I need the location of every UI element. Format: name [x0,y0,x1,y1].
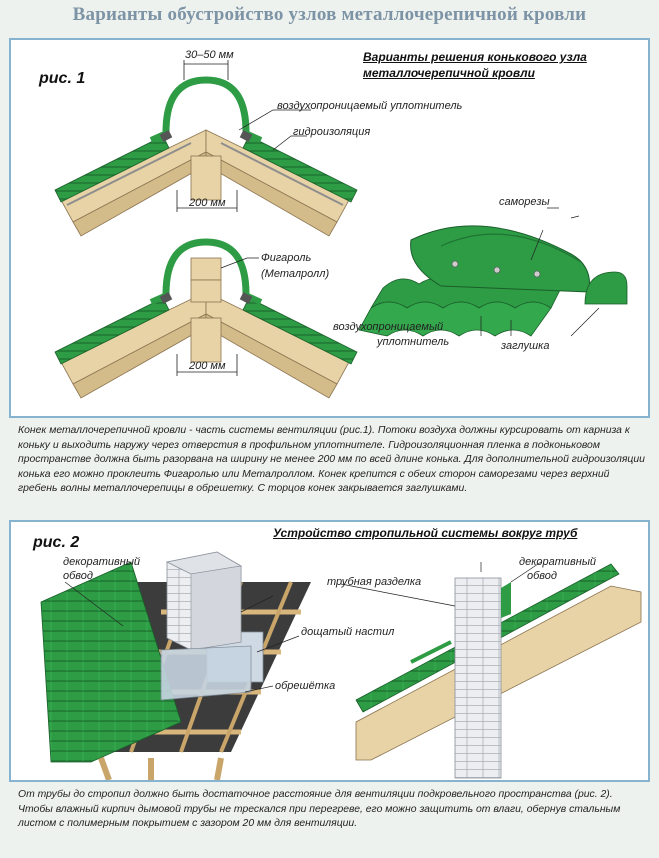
ridge-section-bottom [55,242,357,398]
chimney-roof-3d [41,552,311,780]
deco-right-line1: декоративный [519,556,597,568]
pipe-cut-label: трубная разделка [327,576,422,588]
ridge-3d-illustration [359,208,627,336]
ridge-diagram-panel [9,38,650,418]
ridge-section-title-line1: Варианты решения конькового узла [363,50,587,64]
lathing-label: обрешётка [275,680,336,692]
chimney-diagram-panel [9,520,650,782]
page-title: Варианты обустройство узлов металлочерепичной кровли [72,4,587,25]
metalroll-label: (Металролл) [261,268,330,280]
deco-left-line2: обвод [63,570,94,582]
deco-right-line2: обвод [527,570,558,582]
waterproofing-label: гидроизоляция [293,126,371,138]
chimney-section-right [341,562,641,778]
boards-label: дощатый настил [301,626,395,638]
screws-label: саморезы [499,196,550,208]
chimney-caption: От трубы до стропил должно быть достаточное расстояние для вентиляции подкровельного пространства (рис. 2). Чтобы влажный кирпич дымовой трубы не трескался при перегреве, его можно защитить от влаги, обернув стальным листом с полимерным покрытием с зазором 20 мм для вентиляции. [18,789,621,830]
ridge-diagram-illustration [11,40,648,416]
dim-30-50-label: 30–50 мм [185,49,234,61]
deco-left-line1: декоративный [63,556,141,568]
dim-200-top-label: 200 мм [189,197,226,209]
figure-1-label: рис. 1 [39,70,86,87]
figarol-label: Фигароль [261,252,312,264]
chimney-section-title: Устройство стропильной системы вокруг труб [273,526,578,540]
figure-2-label: рис. 2 [33,534,80,551]
seal2-label-line1: воздухопроницаемый [333,321,444,333]
seal-label: воздухопроницаемый уплотнитель [277,100,463,112]
ridge-caption: Конек металлочерепичной кровли - часть системы вентиляции (рис.1). Потоки воздуха должны курсировать от карниза к коньку и выходить наружу через отверстия в профильном уплотнителе. Гидроизоляционная пленка в подконьковом пространстве должна быть разорвана на ширину не менее 200 мм по всей длине конька. Для дополнительной гидроизоляции конька его можно проклеить Фигаролью или Металроллом. Конек крепится с обеих сторон саморезами через верхний гребень волны металлочерепицы в обрешетку. С торцов конек закрывается заглушками. [18,425,645,495]
plug-label: заглушка [501,340,550,352]
ridge-section-title-line2: металлочерепичной кровли [363,66,535,80]
dim-200-bottom-label: 200 мм [189,360,226,372]
seal2-label-line2: уплотнитель [377,336,450,348]
